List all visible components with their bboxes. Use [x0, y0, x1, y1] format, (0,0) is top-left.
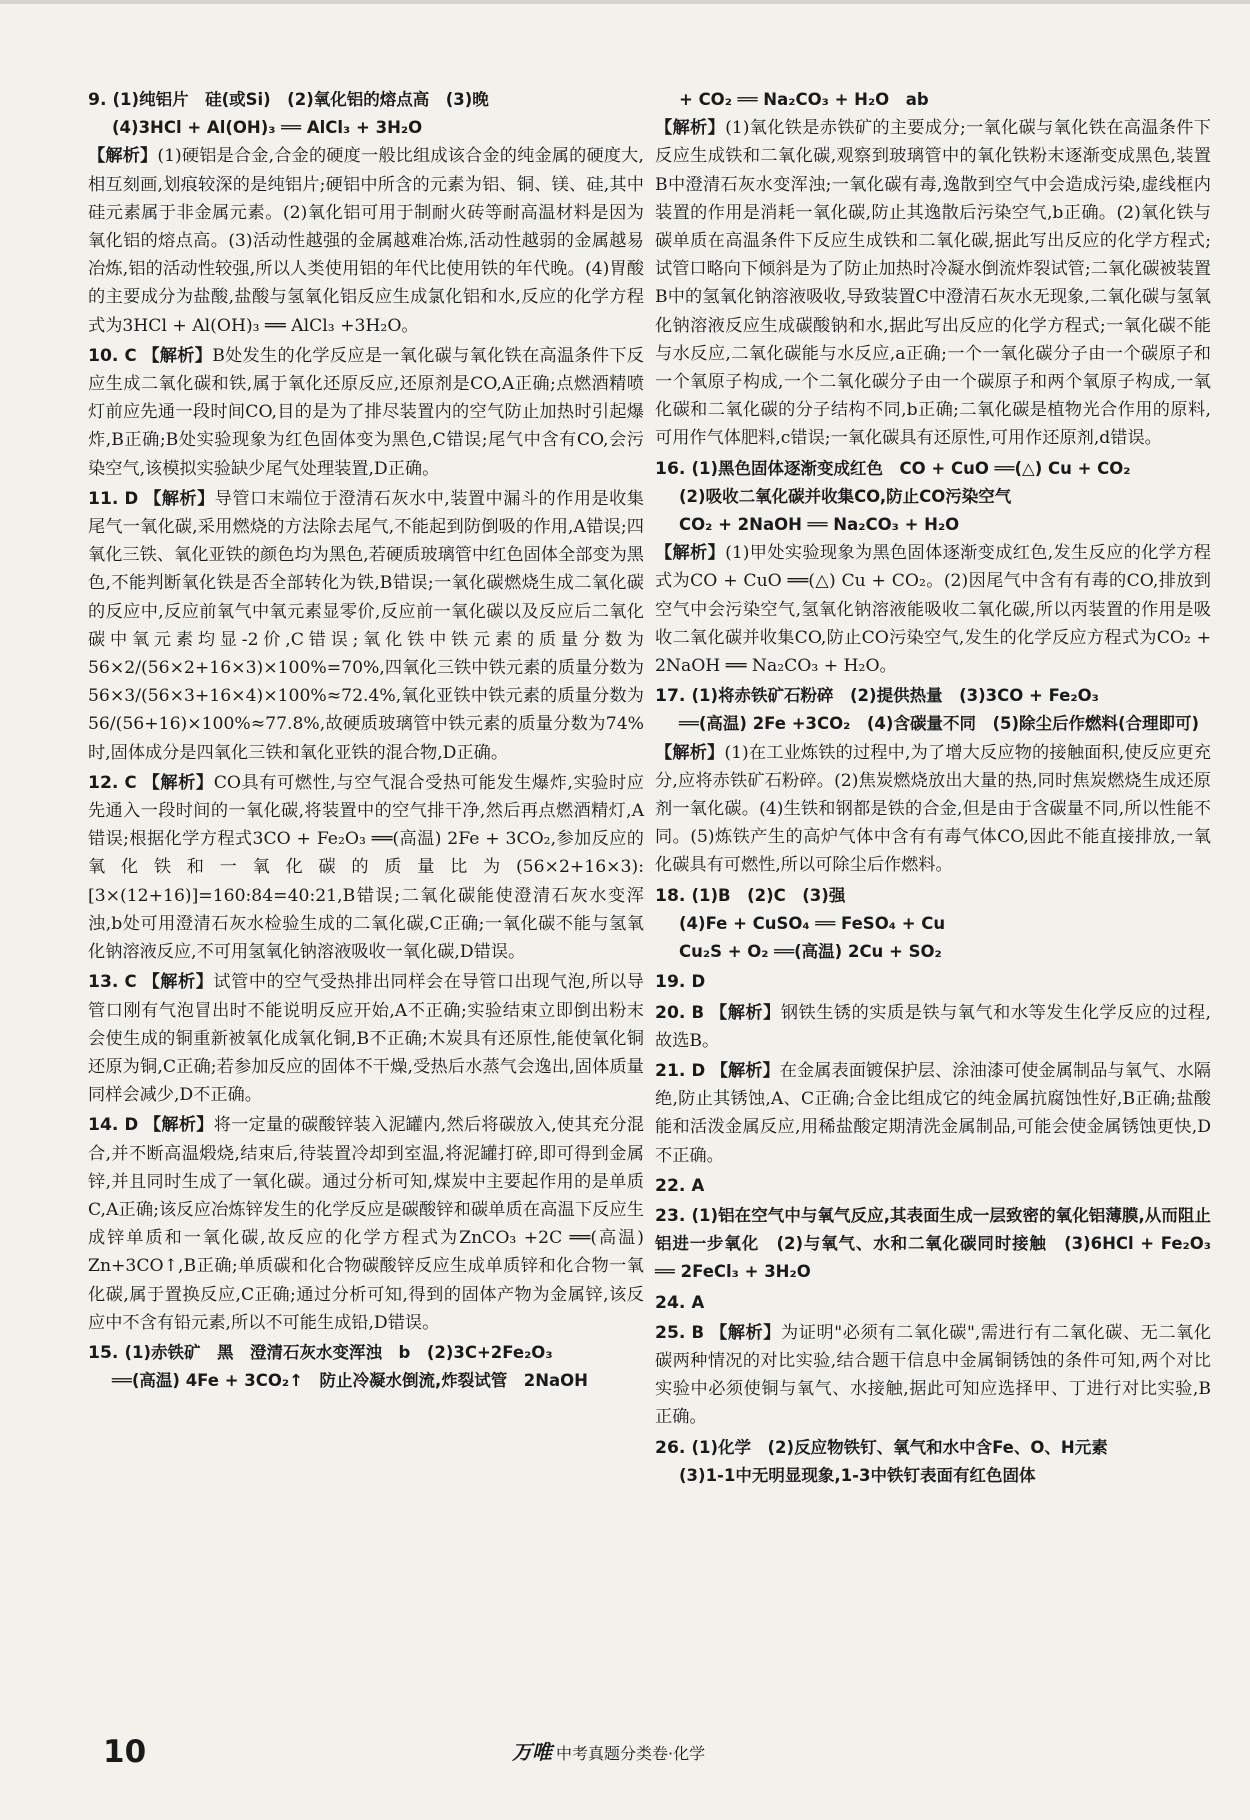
answer-text: (1)黑色固体逐渐变成红色 CO + CuO ══(△) Cu + CO₂ — [691, 458, 1131, 478]
left-column — [88, 86, 644, 1397]
question-number: 24. — [655, 1292, 686, 1313]
analysis-label: 【解析】 — [142, 972, 214, 993]
answer-22 — [655, 1172, 1211, 1200]
answer-24 — [655, 1289, 1211, 1317]
answer-12 — [88, 769, 644, 966]
analysis-text: 钢铁生锈的实质是铁与氧气和水等发生化学反应的过程,故选B。 — [655, 1002, 1211, 1051]
answer-choice: D — [124, 1115, 139, 1135]
analysis-label: 【解析】 — [655, 118, 726, 139]
answer-text: ══(高温) 2Fe +3CO₂ (4)含碳量不同 (5)除尘后作燃料(合理即可) — [679, 714, 1200, 734]
page-footer — [0, 1732, 1250, 1772]
answer-15 — [88, 1339, 644, 1395]
answer-choice: B — [691, 1002, 705, 1022]
answer-10 — [88, 342, 644, 483]
question-number: 17. — [655, 686, 686, 707]
question-number: 16. — [655, 458, 686, 479]
analysis-label: 【解析】 — [144, 488, 215, 509]
answer-text-cont: ══(高温) 4Fe + 3CO₂↑ 防止冷凝水倒流,炸裂试管 2NaOH — [112, 1371, 588, 1391]
question-number: 21. — [655, 1060, 686, 1081]
answer-text: (1)铝在空气中与氧气反应,其表面生成一层致密的氧化铝薄膜,从而阻止铝进一步氧化 (2)与氧气、水和二氧化碳同时接触 (3)6HCl + Fe₂O₃ ══ 2FeCl₃ + 3H₂O — [655, 1205, 1211, 1282]
analysis-text: CO具有可燃性,与空气混合受热可能发生爆炸,实验时应先通入一段时间的一氧化碳,将装置中的空气排干净,然后再点燃酒精灯,A错误;根据化学方程式3CO + Fe₂O₃ ══(高温) 2Fe + 3CO₂,参加反应的氧化铁和一氧化碳的质量比为(56×2+16×3):[3×(12+16)]=160:84=40:21,B错误;二氧化碳能使澄清石灰水变浑浊,b处可用澄清石灰水检验生成的二氧化碳,C正确;一氧化碳不能与氢氧化钠溶液反应,不可用氢氧化钠溶液吸收一氧化碳,D错误。 — [88, 772, 644, 963]
question-number: 18. — [655, 885, 686, 906]
question-number: 22. — [655, 1175, 686, 1196]
question-number: 25. — [655, 1322, 686, 1343]
analysis-label: 【解析】 — [655, 742, 725, 763]
answer-text: (1)赤铁矿 黑 澄清石灰水变浑浊 b (2)3C+2Fe₂O₃ — [124, 1342, 553, 1362]
answer-9 — [88, 86, 644, 340]
answer-23 — [655, 1202, 1211, 1287]
answer-choice: C — [124, 972, 137, 992]
question-number: 10. — [88, 345, 119, 366]
answer-equation: + CO₂ ══ Na₂CO₃ + H₂O ab — [679, 90, 929, 109]
question-number: 19. — [655, 972, 686, 993]
answer-choice: D — [124, 488, 139, 508]
top-rule — [0, 0, 1250, 4]
answer-choice: D — [691, 1060, 706, 1080]
question-number: 20. — [655, 1002, 686, 1023]
analysis-label: 【解析】 — [655, 543, 726, 564]
analysis-text: (1)氧化铁是赤铁矿的主要成分;一氧化碳与氧化铁在高温条件下反应生成铁和二氧化碳,观察到玻璃管中的氧化铁粉末逐渐变成黑色,装置B中澄清石灰水变浑浊;一氧化碳有毒,逸散到空气中会造成污染,虚线框内装置的作用是消耗一氧化碳,防止其逸散后污染空气,b正确。(2)氧化铁与碳单质在高温条件下反应生成铁和二氧化碳,据此写出反应的化学方程式;试管口略向下倾斜是为了防止加热时冷凝水倒流炸裂试管;二氧化碳被装置B中的氢氧化钠溶液吸收,导致装置C中澄清石灰水无现象,二氧化碳与氢氧化钠溶液反应生成碳酸钠和水,据此写出反应的化学方程式;一氧化碳不能与水反应,二氧化碳能与水反应,a正确;一个一氧化碳分子由一个碳原子和一个氧原子构成,一个二氧化碳分子由一个碳原子和两个氧原子构成,一氧化碳和二氧化碳的分子结构不同,b正确;二氧化碳是植物光合作用的原料,可用作气体肥料,c错误;一氧化碳具有还原性,可用作还原剂,d错误。 — [655, 118, 1211, 449]
answer-17 — [655, 682, 1211, 879]
answer-choice: D — [691, 972, 706, 992]
brand-logo: 万唯 — [512, 1740, 552, 1764]
analysis-label: 【解析】 — [710, 1322, 782, 1343]
page-number: 10 — [103, 1734, 147, 1770]
answer-choice: B — [691, 1322, 705, 1342]
answer-14 — [88, 1111, 644, 1337]
analysis-text: B处发生的化学反应是一氧化碳与氧化铁在高温条件下反应生成二氧化碳和铁,属于氧化还原反应,还原剂是CO,A正确;点燃酒精喷灯前应先通一段时间CO,目的是为了排尽装置内的空气防止加热时引起爆炸,B正确;B处实验现象为红色固体变为黑色,C错误;尾气中含有CO,会污染空气,该模拟实验缺少尾气处理装置,D正确。 — [88, 345, 644, 479]
question-number: 12. — [88, 772, 119, 793]
analysis-label: 【解析】 — [710, 1002, 781, 1023]
analysis-label: 【解析】 — [142, 345, 213, 366]
answer-19 — [655, 968, 1211, 996]
analysis-label: 【解析】 — [710, 1060, 780, 1081]
answer-choice: A — [691, 1292, 705, 1312]
answer-equation: CO₂ + 2NaOH ══ Na₂CO₃ + H₂O — [679, 515, 960, 535]
answer-21 — [655, 1057, 1211, 1170]
analysis-label: 【解析】 — [143, 1115, 214, 1136]
answer-18 — [655, 882, 1211, 967]
answer-text: (2)吸收二氧化碳并收集CO,防止CO污染空气 — [679, 486, 1012, 506]
analysis-text: 在金属表面镀保护层、涂油漆可使金属制品与氧气、水隔绝,防止其锈蚀,A、C正确;合金比组成它的纯金属抗腐蚀性好,B正确;盐酸能和活泼金属反应,用稀盐酸定期清洗金属制品,可能会使金属锈蚀更快,D不正确。 — [655, 1060, 1211, 1166]
answer-26 — [655, 1434, 1211, 1490]
answer-20 — [655, 999, 1211, 1055]
question-number: 13. — [88, 972, 119, 993]
answer-equation: (4)3HCl + Al(OH)₃ ══ AlCl₃ + 3H₂O — [112, 118, 423, 138]
answer-text: (3)1-1中无明显现象,1-3中铁钉表面有红色固体 — [679, 1465, 1036, 1485]
brand-text: 中考真题分类卷·化学 — [556, 1744, 706, 1763]
answer-25 — [655, 1319, 1211, 1432]
answer-16 — [655, 455, 1211, 681]
analysis-text: (1)甲处实验现象为黑色固体逐渐变成红色,发生反应的化学方程式为CO + CuO ══(△) Cu + CO₂。(2)因尾气中含有有毒的CO,排放到空气中会污染空气,氢氧化钠溶液能吸收二氧化碳,所以丙装置的作用是吸收二氧化碳并收集CO,防止CO污染空气,发生的化学反应方程式为CO₂ + 2NaOH ══ Na₂CO₃ + H₂O。 — [655, 543, 1211, 677]
answer-choice: A — [691, 1175, 705, 1195]
question-number: 26. — [655, 1437, 686, 1458]
question-number: 23. — [655, 1205, 686, 1226]
analysis-text: 导管口末端位于澄清石灰水中,装置中漏斗的作用是收集尾气一氧化碳,采用燃烧的方法除去尾气,不能起到防倒吸的作用,A错误;四氧化三铁、氧化亚铁的颜色均为黑色,若硬质玻璃管中红色固体全部变为黑色,不能判断氧化铁是否全部转化为铁,B错误;一氧化碳燃烧生成二氧化碳的反应中,反应前氧气中氧元素显零价,反应前一氧化碳以及反应后二氧化碳中氧元素均显-2价,C错误;氧化铁中铁元素的质量分数为56×2/(56×2+16×3)×100%=70%,四氧化三铁中铁元素的质量分数为56×3/(56×3+16×4)×100%≈72.4%,氧化亚铁中铁元素的质量分数为56/(56+16)×100%≈77.8%,故硬质玻璃管中铁元素的质量分数为74%时,固体成分是四氧化三铁和氧化亚铁的混合物,D正确。 — [88, 488, 644, 763]
answer-text: (1)B (2)C (3)强 — [691, 885, 846, 905]
answer-equation: (4)Fe + CuSO₄ ══ FeSO₄ + Cu — [679, 913, 946, 933]
answer-text: (1)化学 (2)反应物铁钉、氧气和水中含Fe、O、H元素 — [691, 1437, 1108, 1457]
analysis-text: (1)硬铝是合金,合金的硬度一般比组成该合金的纯金属的硬度大,相互刻画,划痕较深的是纯铝片;硬铝中所含的元素为铝、铜、镁、硅,其中硅元素属于非金属元素。(2)氧化铝可用于制耐火砖等耐高温材料是因为氧化铝的熔点高。(3)活动性越强的金属越难冶炼,活动性越弱的金属越易冶炼,铝的活动性较强,所以人类使用铝的年代比使用铁的年代晚。(4)胃酸的主要成分为盐酸,盐酸与氢氧化铝反应生成氯化铝和水,反应的化学方程式为3HCl + Al(OH)₃ ══ AlCl₃ +3H₂O。 — [88, 146, 644, 336]
analysis-label: 【解析】 — [88, 146, 158, 167]
analysis-text: 试管中的空气受热排出同样会在导管口出现气泡,所以导管口刚有气泡冒出时不能说明反应开始,A不正确;实验结束立即倒出粉末会使生成的铜重新被氧化成氧化铜,B不正确;木炭具有还原性,能使氧化铜还原为铜,C正确;若参加反应的固体不干燥,受热后水蒸气会逸出,固体质量同样会减少,D不正确。 — [88, 972, 644, 1106]
question-number: 14. — [88, 1115, 119, 1136]
analysis-text: (1)在工业炼铁的过程中,为了增大反应物的接触面积,使反应更充分,应将赤铁矿石粉碎。(2)焦炭燃烧放出大量的热,同时焦炭燃烧生成还原剂一氧化碳。(4)生铁和钢都是铁的合金,但是由于含碳量不同,所以性能不同。(5)炼铁产生的高炉气体中含有有毒气体CO,因此不能直接排放,一氧化碳具有可燃性,所以可除尘后作燃料。 — [655, 742, 1211, 876]
question-number: 15. — [88, 1342, 119, 1363]
analysis-text: 为证明"必须有二氧化碳",需进行有二氧化碳、无二氧化碳两种情况的对比实验,结合题干信息中金属铜锈蚀的条件可知,两个对比实验中必须使铜与氧气、水接触,据此可知应选择甲、丁进行对比实验,B正确。 — [655, 1322, 1211, 1428]
question-number: 9. — [88, 90, 107, 110]
analysis-text: 将一定量的碳酸锌装入泥罐内,然后将碳放入,使其充分混合,并不断高温煅烧,结束后,待装置冷却到室温,将泥罐打碎,即可得到金属锌,并且同时生成了一氧化碳。通过分析可知,煤炭中主要起作用的是单质C,A正确;该反应冶炼锌发生的化学反应是碳酸锌和碳单质在高温下反应生成锌单质和一氧化碳,故反应的化学方程式为ZnCO₃ +2C ══(高温) Zn+3CO↑,B正确;单质碳和化合物碳酸锌反应生成单质锌和化合物一氧化碳,属于置换反应,C正确;通过分析可知,得到的固体产物为金属锌,该反应中不含有铅元素,所以不可能生成铅,D错误。 — [88, 1115, 644, 1333]
answer-choice: C — [124, 345, 137, 365]
book-title — [512, 1738, 705, 1768]
question-number: 11. — [88, 488, 119, 509]
answer-11 — [88, 485, 644, 767]
answer-text: (1)将赤铁矿石粉碎 (2)提供热量 (3)3CO + Fe₂O₃ — [691, 686, 1099, 706]
answer-15-continued — [655, 86, 1211, 453]
right-column — [655, 86, 1211, 1492]
answer-choice: C — [124, 772, 137, 792]
answer-text: (1)纯铝片 硅(或Si) (2)氧化铝的熔点高 (3)晚 — [112, 90, 489, 109]
analysis-label: 【解析】 — [142, 772, 214, 793]
answer-13 — [88, 968, 644, 1109]
answer-equation: Cu₂S + O₂ ══(高温) 2Cu + SO₂ — [679, 942, 942, 962]
